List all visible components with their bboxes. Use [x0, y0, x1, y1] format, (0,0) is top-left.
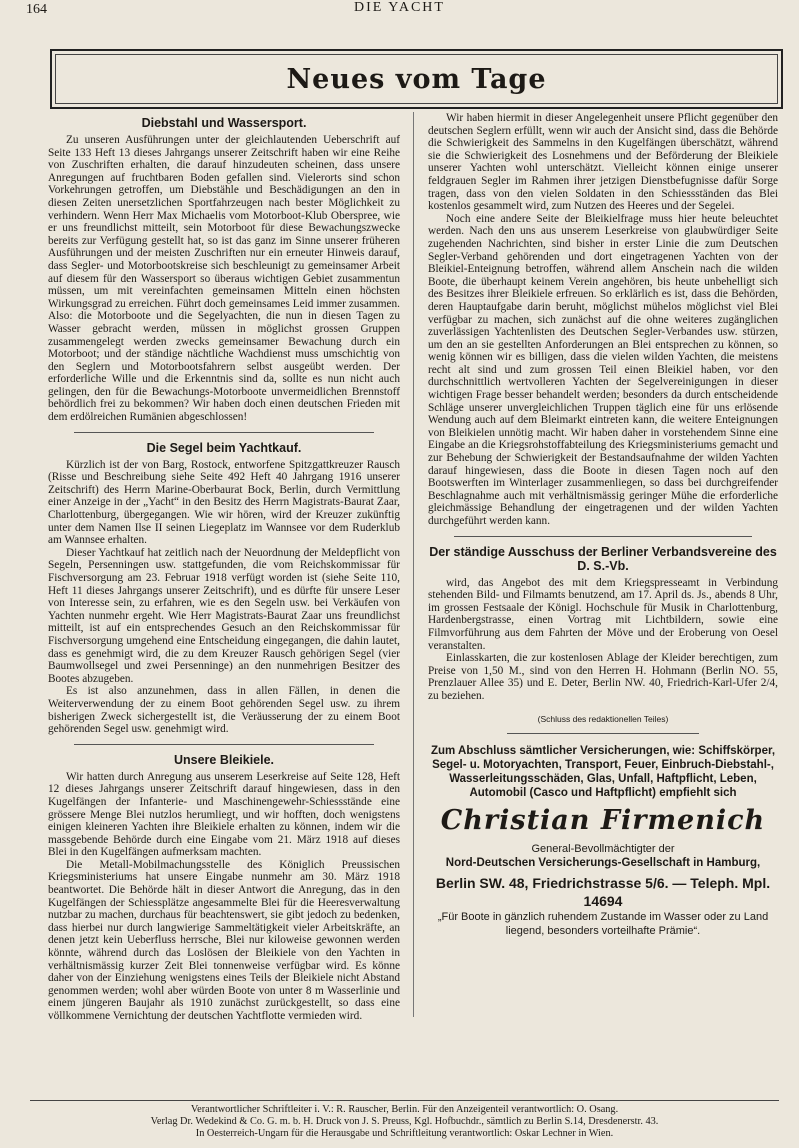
advert-separator [507, 733, 700, 734]
section-title: Neues vom Tage [286, 63, 547, 95]
article-title-bleikiele: Unsere Bleikiele. [173, 752, 275, 767]
section-title-box [50, 49, 783, 109]
imprint-footer [30, 1100, 779, 1140]
article-paragraph: Die Metall-Mobilmachungsstelle des Königlich Preussischen Kriegsministeriums hat unsere Eingabe nunmehr am 30. März 1918 beantwortet. Die Behörde hält in dieser Antwort die Anregung, das in den Kugelfängen der Schiessplätze angesammelte Blei für die Heeresverwaltung nutzbar zu machen, durchaus für beachtenswert, sie gibt jedoch zu bedenken, dass hierbei nur durch langwierige Sammeltätigkeit vieler Arbeitskräfte, an denen jetzt kein Ueberfluss herrsche, Blei nur kiloweise gewonnen werden könnte, während durch das Loslösen der Bleikiele von den Yachten in verhältnismässig kurzer Zeit Blei tonnenweise verfügbar wird. Es könne daher von der Einziehung wenigstens eines Teils der Bleikiele nicht Abstand genommen werden; wohl aber würden Boote von unter 8 m Wasserlinie und einem jüngeren Baujahr als 1910 zunächst zurückgestellt, so dass eine völlkommene Vernichtung der deutschen Yachtflotte vermieden wird. [48, 858, 400, 1022]
page-number: 164 [26, 2, 47, 17]
left-column [48, 112, 400, 1023]
advert-note: „Für Boote in gänzlich ruhendem Zustande im Wasser oder zu Land liegend, besonders vorteilhafte Prämie“. [437, 911, 769, 938]
article-title-diebstahl: Diebstahl und Wassersport. [141, 116, 307, 130]
article-paragraph: Dieser Yachtkauf hat zeitlich nach der Neuordnung der Meldepflicht von Segeln, Persenningen usw. stattgefunden, die vom Reichskommissar für Fischversorgung am 23. Februar 1918 verfügt worden ist (siehe Seite 110, Heft 11 dieses Jahrgangs unserer Zeitschrift), und es dürfte für unsere Leser von Interesse sein, zu erfahren, wie es den Segeln usw. bei Verkäufen von Yachten nunmehr ergeht. Wie Herr Magistrats-Baurat Zaar uns freundlichst mitteilt, ist auf ein entsprechendes Gesuch an den Reichskommissar für Fischversorgung umgehend eine Entscheidung eingegangen, die dahin lautet, dass es genehmigt wird, die zu dem Kreuzer Rausch gehörigen Segel (vier Baumwollsegel und zwei Persenninge) an den nunmehrigen Besitzer des Bootes abzugeben. [48, 546, 400, 685]
article-paragraph: Wir hatten durch Anregung aus unserem Leserkreise auf Seite 128, Heft 12 dieses Jahrgangs unserer Zeitschrift darauf hingewiesen, dass in den Kugelfängen der Infanterie- und Maschinengewehr-Schiessstände eine grössere Menge Blei nutzlos herumliegt, und wir hofften, doch wenigstens einigen kleineren Yachten ihre Bleikiele erhalten zu können, indem wir die massgebende Behörde durch eine Eingabe vom 21. März 1918 auf dieses Blei in den Kugelfängen aufmerksam machten. [48, 770, 400, 859]
article-paragraph: Noch eine andere Seite der Bleikielfrage muss hier heute beleuchtet werden. Nach den uns aus unserem Leserkreise von glaubwürdiger Seite zugehenden Nachrichten, sind bisher in erster Linie die zum Deutschen Segler-Verband gehörenden und dort eingetragenen Yachten von der Bleikiel-Enteignung betroffen, während allem Anschein nach die wilden Boote, die überhaupt keinem Verein angehören, bis heute unbehelligt sich des Besitzes ihrer Bleikiele erfreuen. So erklärlich es ist, dass die Behörden, deren Hauptaufgabe darin beruht, möglichst mühelos möglichst viel Blei verfügbar zu machen, sich zunächst auf die ohne weiteres zugänglichen zuverlässigen Yachtenlisten des Deutschen Segler-Verbandes usw. stürzen, um den an sie gestellten Anforderungen an Blei entsprechen zu können, so wenig können wir es billigen, dass die vielen wilden Yachten, die meistens recht alt sind und zum grossen Teil einen Bleikiel haben, vor den durchschnittlich wertvolleren Yachten der Segelvereinigungen in dieser wichtigen Frage besser behandelt werden; besonders da durch entscheidende Schläge unserer unvergleichlichen Truppen täglich eine für uns erlösende Wendung auch auf dem Bleimarkt eintreten kann, die weitere Enteignungen von Bleikielen unnötig macht. Wir haben daher in vorstehendem Sinne eine Eingabe an die Kriegsrohstoffabteilung des Kriegsministeriums gemacht und zur Behebung der Schwierigkeit der Bestandsaufnahme der wilden Yachten darauf hingewiesen, dass die Boote in diesen Tagen noch auf den Bootswerften im Winterlager zusammenliegen, so dass bei durchgreifender Beschlagnahme auch mit verhältnismässig geringer Mühe die erforderliche gleichmässige Behandlung der eingetragenen und der wilden Yachten durchgeführt werden kann. [428, 212, 778, 527]
running-title: DIE YACHT [354, 0, 445, 15]
article-paragraph: Zu unseren Ausführungen unter der gleichlautenden Ueberschrift auf Seite 133 Heft 13 dieses Jahrgangs unserer Zeitschrift haben wir eine Reihe von Zuschriften erhalten, die darauf hinzudeuten scheinen, dass unsere Anregungen auf fruchtbaren Boden gefallen sind. Vielerorts sind schon Vorkehrungen getroffen, um Diebstähle und Beschädigungen an den in diesen Zeiten unersetzlichen Sportfahrzeugen nach bester Möglichkeit zu verhindern. Wenn Herr Max Michaelis vom Motorboot-Klub Oberspree, wie er uns freundlichst mitteilt, sein Motorboot für diese Bewachungszwecke bereits zur Verfügung gestellt hat, so ist das ganz im Sinne unserer früheren Ausführungen und der meisten Zuschriften nur ein erneuter Hinweis darauf, dass Segler- und Motorbootskreise sich beschleunigt zu gemeinsamer Arbeit auf diesem für den Wassersport so überaus wichtigen Gebiet zusammentun müssen, um mit vereinfachten gemeinsamen Mitteln einen höchsten Wirkungsgrad zu erreichen. Führt doch gemeinsames Leid immer zusammen. Also: die Motorboote und die Segelyachten, die nun in diesen Tagen zu Wasser gebracht werden, müssen in möglichst grossen Gruppen zusammengelegt werden zwecks gemeinsamer Bewachung durch ein Motorboot; und der ständige nächtliche Wachdienst muss umschichtig von den Seglern und Motorbootsfahrern selbst ausgeübt werden. Der erforderliche Wille und die Erkenntnis sind da, sollte es nun nicht auch gelingen, den für die Bewachungs-Motorboote unvermeidlichen Brennstoff behördlich frei zu bekommen? Wir haben doch einen deutschen Frieden mit dem erdölreichen Rumänien abgeschlossen! [48, 134, 400, 424]
advert-role: General-Bevollmächtigter der [531, 843, 675, 856]
article-title-ausschuss: Der ständige Ausschuss der Berliner Verbandsvereine des D. S.-Vb. [429, 544, 777, 573]
article-title-segel: Die Segel beim Yachtkauf. [146, 440, 302, 455]
article-separator [74, 432, 373, 433]
advert-name: Christian Firmenich [440, 805, 766, 837]
advert-company: Nord-Deutschen Versicherungs-Gesellschaft in Hamburg, [445, 857, 761, 870]
column-divider [413, 112, 414, 1017]
footer-line: Verantwortlicher Schriftleiter i. V.: R. Rauscher, Berlin. Für den Anzeigenteil verantwortlich: O. Osang. [190, 1104, 619, 1115]
article-paragraph: Es ist also anzunehmen, dass in allen Fällen, in denen die Weiterverwendung der zu einem Boot gehörenden Segel usw. zu ihrem bisherigen Zweck sichergestellt ist, die Veräusserung der zu einem Boot gehörenden Segel usw. genehmigt wird. [48, 685, 400, 736]
article-paragraph: Einlasskarten, die zur kostenlosen Ablage der Kleider berechtigen, zum Preise von 1,50 M., sind von den Herren H. Hohmann (Berlin NO. 55, Prenzlauer Allee 35) und E. Deter, Berlin NW. 40, Friedrich-Karl-Ufer 2/4, zu beziehen. [428, 652, 778, 702]
footer-line: In Oesterreich-Ungarn für die Herausgabe und Schriftleitung verantwortlich: Oskar Lechner in Wien. [195, 1128, 614, 1139]
insurance-advertisement [428, 744, 778, 938]
article-paragraph: Kürzlich ist der von Barg, Rostock, entworfene Spitzgattkreuzer Rausch (Risse und Beschreibung siehe Seite 492 Heft 40 Jahrgang 1916 unserer Zeitschrift) des Herrn Marine-Oberbaurat Bock, Berlin, durch Vermittlung einer Anzeige in der „Yacht“ in den Besitz des Herrn Magistrats-Baurat Zaar, Charlottenburg, übergegangen. Wie wir hören, wird der Kreuzer zukünftig unter dem Namen Ilse II seinen Liegeplatz im Wannsee vor dem Ruderklub am Wannsee erhalten. [48, 458, 400, 547]
article-paragraph: Wir haben hiermit in dieser Angelegenheit unsere Pflicht gegenüber den deutschen Seglern erfüllt, wenn wir auch der Ansicht sind, dass die Behörde die Schwierigkeit des Sammelns in den Kugelfängen überschätzt, während sie die Schwierigkeit des Losnehmens und der Beförderung der Bleikiele unserer Yachten wohl unterschätzt. Vielleicht können einige unserer feldgrauen Segler im Rahmen ihrer jetzigen Dienstbefugnisse dafür Sorge tragen, dass von den vielen Soldaten in den Schiessständen das Blei kostenlos gesammelt wird, zum Nutzen des Heeres und der Segelei. [428, 112, 778, 213]
advert-address: Berlin SW. 48, Friedrichstrasse 5/6. — Teleph. Mpl. 14694 [435, 875, 771, 910]
article-paragraph: wird, das Angebot des mit dem Kriegspresseamt in Verbindung stehenden Bild- und Filmamts benutzend, am 17. April ds. Js., abends 8 Uhr, im grossen Festsaale der Königl. Hochschule für Musik in Charlottenburg, Hardenbergstrasse, einen Vortrag mit Lichtbildern, sowie eine Filmvorführung aus dem Fahrten der Möve und der Eroberung von Oesel veranstalten. [428, 576, 778, 652]
article-separator [74, 744, 373, 745]
article-separator [454, 536, 752, 537]
right-column [428, 112, 778, 938]
end-of-editorial-note: (Schluss des redaktionellen Teiles) [537, 713, 669, 724]
footer-line: Verlag Dr. Wedekind & Co. G. m. b. H. Druck von J. S. Preuss, Kgl. Hofbuchdr., sämtlich zu Berlin S.14, Dresdenerstr. 43. [150, 1116, 659, 1127]
advert-intro: Zum Abschluss sämtlicher Versicherungen, wie: Schiffskörper, Segel- u. Motoryachten, Transport, Feuer, Einbruch-Diebstahl-, Wasserleitungsschäden, Glas, Unfall, Haftpflicht, Leben, Automobil (Casco und Haftpflicht) empfiehlt sich [430, 745, 776, 800]
